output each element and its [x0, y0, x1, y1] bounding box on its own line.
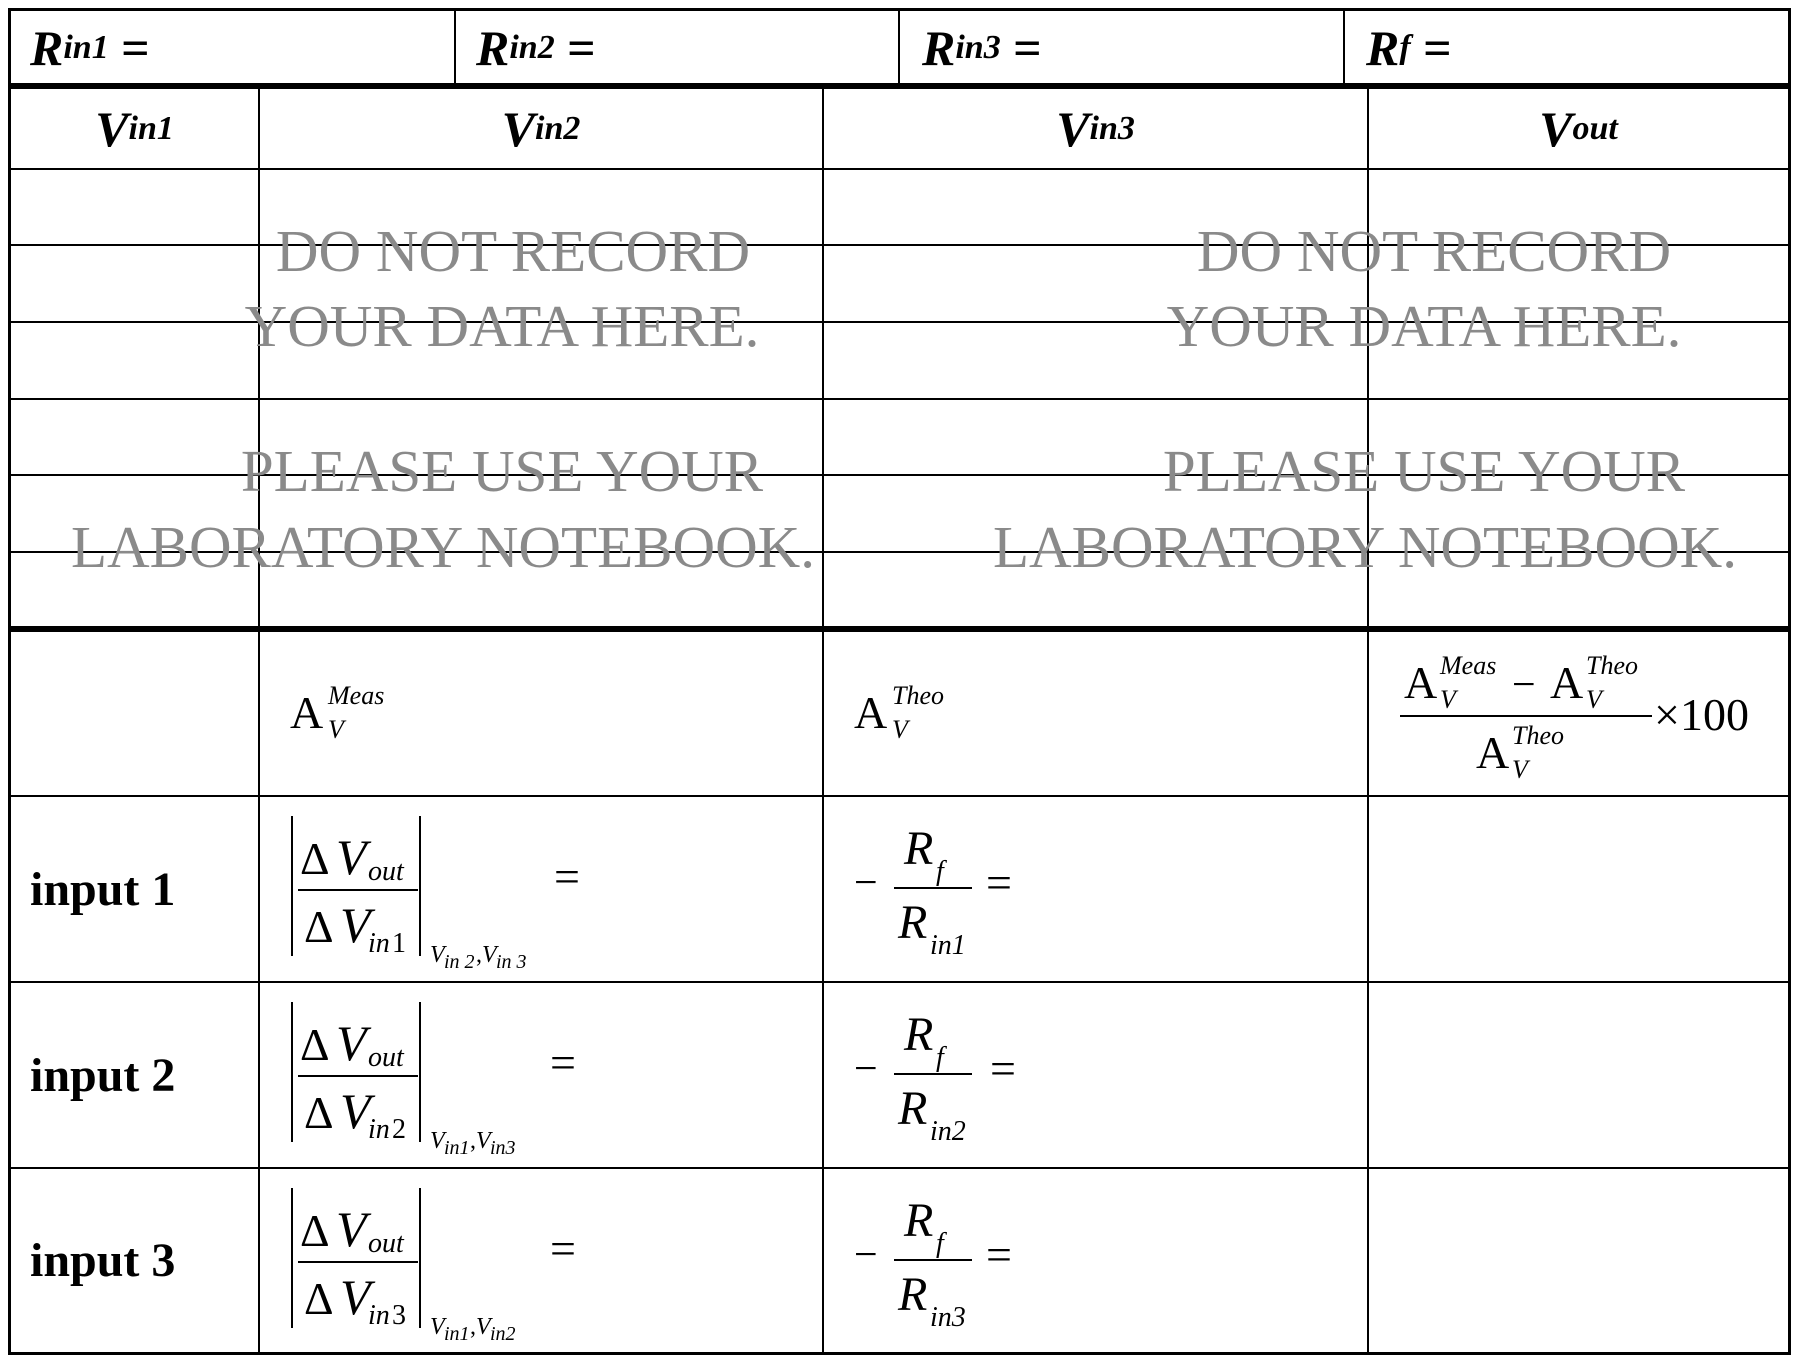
rin3-label: R in3 =: [922, 20, 1042, 76]
svg-text:=: =: [550, 1223, 576, 1274]
svg-text:=: =: [986, 1229, 1012, 1280]
svg-text:A: A: [1476, 727, 1510, 778]
svg-text:out: out: [368, 1042, 404, 1073]
bottom-border: [8, 1352, 1791, 1355]
svg-text:V: V: [340, 1083, 371, 1139]
gain-row-line: [8, 981, 1791, 983]
svg-text:=: =: [550, 1037, 576, 1088]
svg-text:−: −: [1512, 662, 1536, 708]
col-divider: [258, 86, 260, 1354]
svg-text:,: ,: [470, 1128, 476, 1154]
svg-text:V: V: [892, 715, 908, 744]
svg-text:Δ: Δ: [304, 1087, 334, 1138]
svg-text:Δ: Δ: [300, 833, 330, 884]
svg-text:in: in: [368, 1114, 390, 1145]
svg-text:V: V: [336, 829, 367, 885]
svg-text:out: out: [368, 1228, 404, 1259]
svg-text:×100: ×100: [1654, 689, 1749, 740]
row-label-input-3: input 3: [30, 1234, 176, 1287]
svg-text:Δ: Δ: [304, 1273, 334, 1324]
data-row-line: [8, 398, 1791, 400]
svg-text:in: in: [368, 1300, 390, 1331]
svg-text:in3: in3: [930, 1302, 966, 1333]
svg-text:Meas: Meas: [328, 681, 385, 710]
svg-text:1: 1: [392, 928, 406, 959]
svg-text:in2: in2: [930, 1116, 966, 1147]
svg-text:Δ: Δ: [300, 1019, 330, 1070]
row-label-input-2: input 2: [30, 1048, 176, 1102]
svg-text:,: ,: [470, 1314, 476, 1340]
theoretical-gain-formula-2: [844, 994, 1044, 1159]
svg-text:A: A: [854, 687, 888, 738]
svg-text:Meas: Meas: [1440, 651, 1497, 680]
svg-text:V: V: [336, 1015, 367, 1071]
svg-text:f: f: [936, 856, 944, 887]
svg-text:V: V: [430, 942, 445, 968]
vin1-header: V in1: [95, 100, 174, 157]
theoretical-gain-header: [844, 670, 984, 760]
svg-text:Δ: Δ: [304, 901, 334, 952]
svg-text:in1: in1: [930, 930, 966, 961]
measured-gain-formula-1: [280, 808, 600, 973]
svg-text:V: V: [476, 1314, 491, 1340]
svg-text:A: A: [1404, 657, 1438, 708]
measured-gain-header: [280, 670, 420, 760]
svg-text:V: V: [476, 1128, 491, 1154]
watermark-right-line1: DO NOT RECORD: [1196, 218, 1672, 284]
gain-row-line: [8, 1167, 1791, 1169]
measured-gain-formula-2: [280, 994, 600, 1159]
svg-text:−: −: [854, 1046, 878, 1092]
col-divider: [822, 86, 824, 1354]
svg-text:in: in: [368, 928, 390, 959]
resistor-col-divider: [1343, 8, 1345, 86]
watermark-right-line2: YOUR DATA HERE.: [1166, 293, 1682, 359]
svg-text:in 2: in 2: [444, 951, 475, 973]
svg-text:Theo: Theo: [892, 681, 944, 710]
svg-text:−: −: [854, 1232, 878, 1278]
theoretical-gain-formula-1: [844, 808, 1044, 973]
svg-text:in3: in3: [490, 1137, 516, 1159]
header-row-divider: [8, 168, 1791, 170]
svg-text:=: =: [554, 851, 580, 902]
vout-header: V out: [1539, 100, 1618, 157]
svg-text:in 3: in 3: [496, 951, 527, 973]
left-border: [8, 8, 11, 1355]
svg-text:−: −: [854, 860, 878, 906]
svg-text:V: V: [1440, 685, 1456, 714]
svg-text:V: V: [430, 1128, 445, 1154]
svg-text:2: 2: [392, 1114, 406, 1145]
watermark-left-line4: LABORATORY NOTEBOOK.: [70, 514, 816, 580]
theoretical-gain-formula-3: [844, 1180, 1044, 1345]
svg-text:R: R: [904, 1008, 934, 1061]
svg-text:R: R: [898, 1268, 928, 1321]
percent-error-formula: [1390, 640, 1770, 790]
svg-text:R: R: [898, 896, 928, 949]
svg-text:in2: in2: [490, 1323, 516, 1345]
rin2-label: R in2 =: [476, 20, 596, 76]
right-border: [1788, 8, 1791, 1355]
svg-text:in1: in1: [444, 1137, 470, 1159]
resistor-col-divider: [454, 8, 456, 86]
rin1-label: R in1 =: [30, 20, 150, 76]
svg-text:A: A: [1550, 657, 1584, 708]
svg-text:out: out: [368, 856, 404, 887]
svg-text:V: V: [328, 715, 344, 744]
resistor-col-divider: [898, 8, 900, 86]
svg-text:=: =: [990, 1043, 1016, 1094]
svg-text:V: V: [1512, 755, 1528, 784]
gain-section-divider: [8, 626, 1791, 632]
svg-text:,: ,: [476, 942, 482, 968]
svg-text:f: f: [936, 1228, 944, 1259]
svg-text:V: V: [430, 1314, 445, 1340]
watermark-left-line1: DO NOT RECORD: [275, 218, 751, 284]
watermark-left-line2: YOUR DATA HERE.: [244, 293, 760, 359]
svg-text:V: V: [340, 897, 371, 953]
svg-text:A: A: [290, 687, 324, 738]
svg-text:V: V: [482, 942, 497, 968]
svg-text:R: R: [904, 1194, 934, 1247]
svg-text:=: =: [986, 857, 1012, 908]
rf-label: R f =: [1366, 20, 1452, 76]
svg-text:V: V: [1586, 685, 1602, 714]
measured-gain-formula-3: [280, 1180, 600, 1345]
svg-text:Δ: Δ: [300, 1205, 330, 1256]
svg-text:f: f: [936, 1042, 944, 1073]
svg-text:in1: in1: [444, 1323, 470, 1345]
row-label-input-1: input 1: [30, 862, 176, 916]
svg-text:3: 3: [392, 1300, 406, 1331]
vin2-header: V in2: [501, 100, 581, 157]
svg-text:R: R: [898, 1082, 928, 1135]
watermark-right-line3: PLEASE USE YOUR: [1162, 438, 1686, 504]
svg-text:V: V: [340, 1269, 371, 1325]
watermark-left-line3: PLEASE USE YOUR: [240, 438, 764, 504]
gain-row-line: [8, 795, 1791, 797]
watermark-right-line4: LABORATORY NOTEBOOK.: [992, 514, 1738, 580]
svg-text:Theo: Theo: [1512, 721, 1564, 750]
svg-text:R: R: [904, 822, 934, 875]
svg-text:Theo: Theo: [1586, 651, 1638, 680]
vin3-header: V in3: [1056, 100, 1135, 157]
svg-text:V: V: [336, 1201, 367, 1257]
